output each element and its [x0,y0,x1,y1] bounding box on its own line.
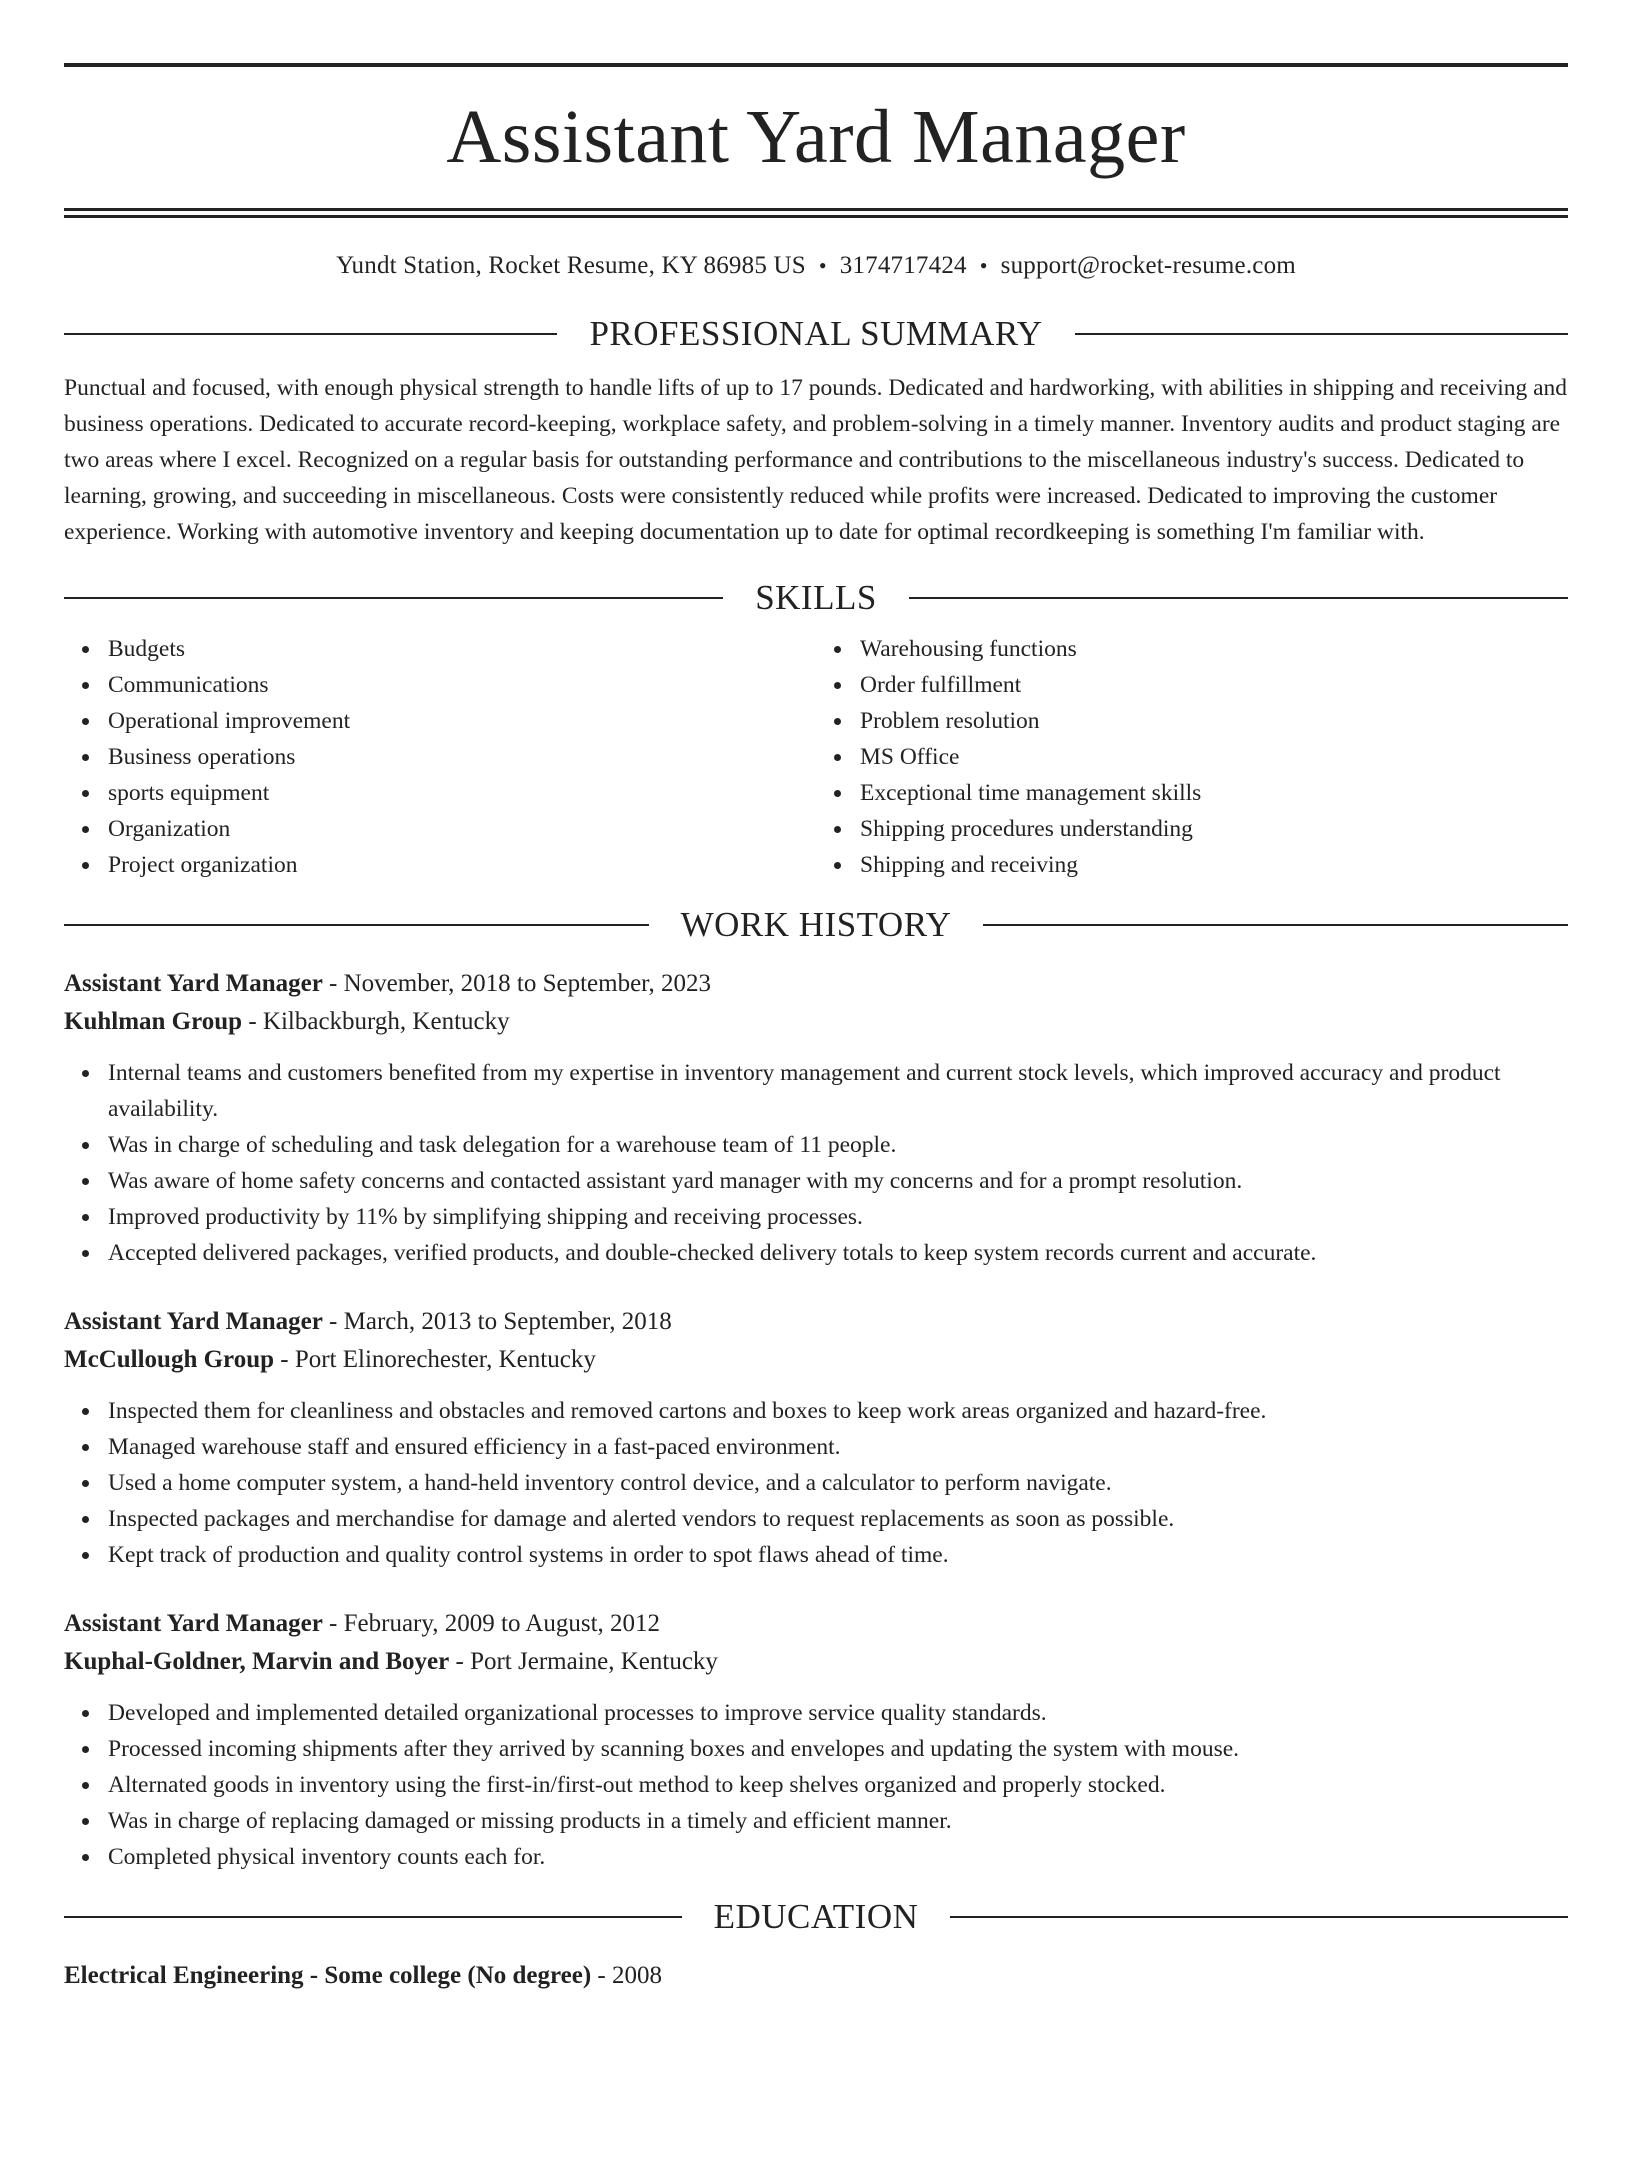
section-title-skills: SKILLS [755,578,877,617]
job-bullet: Processed incoming shipments after they arrived by scanning boxes and envelopes and updating the system with mouse. [108,1731,1568,1767]
job-bullet: Completed physical inventory counts each for. [108,1839,1568,1875]
job-title: Assistant Yard Manager [64,1610,323,1637]
job-bullet: Used a home computer system, a hand-held inventory control device, and a calculator to perform navigate. [108,1465,1568,1501]
job-bullet: Improved productivity by 11% by simplifying shipping and receiving processes. [108,1199,1568,1235]
job-company-line [64,1341,1568,1379]
skills-list-left [64,631,816,883]
section-title-summary: PROFESSIONAL SUMMARY [589,314,1043,353]
job-bullet: Internal teams and customers benefited from my expertise in inventory management and current stock levels, which improved accuracy and product availability. [108,1055,1568,1127]
job-bullet: Accepted delivered packages, verified products, and double-checked delivery totals to keep system records current and accurate. [108,1235,1568,1271]
job-company: Kuhlman Group [64,1008,243,1035]
contact-line [64,251,1568,281]
section-heading-summary [64,314,1568,354]
job-bullet: Inspected them for cleanliness and obstacles and removed cartons and boxes to keep work areas organized and hazard-free. [108,1393,1568,1429]
heading-rule [64,333,557,335]
heading-rule [1075,333,1568,335]
job-bullet: Kept track of production and quality control systems in order to spot flaws ahead of time. [108,1537,1568,1573]
heading-rule [950,1916,1568,1918]
job-bullet: Was in charge of replacing damaged or missing products in a timely and efficient manner. [108,1803,1568,1839]
skill-item: Communications [108,667,816,703]
contact-address: Yundt Station, Rocket Resume, KY 86985 US [336,252,806,279]
skill-item: Exceptional time management skills [860,775,1568,811]
contact-email: support@rocket-resume.com [1000,252,1296,279]
job-bullets [64,1055,1568,1271]
candidate-name: Assistant Yard Manager [446,95,1186,179]
skill-item: Business operations [108,739,816,775]
job-company: Kuphal-Goldner, Marvin and Boyer [64,1648,450,1675]
skill-item: Shipping procedures understanding [860,811,1568,847]
job-location: - Port Elinorechester, Kentucky [274,1346,596,1373]
job-company-line [64,1643,1568,1681]
heading-rule [64,1916,682,1918]
job-dates: - March, 2013 to September, 2018 [322,1308,672,1335]
job-title-line [64,1303,1568,1341]
skill-item: MS Office [860,739,1568,775]
skill-item: Order fulfillment [860,667,1568,703]
job-dates: - February, 2009 to August, 2012 [322,1610,661,1637]
job-bullets [64,1393,1568,1573]
job-bullets [64,1695,1568,1875]
skill-item: sports equipment [108,775,816,811]
skill-item: Project organization [108,847,816,883]
job-bullet: Inspected packages and merchandise for damage and alerted vendors to request replacements as soon as possible. [108,1501,1568,1537]
job-title-line [64,965,1568,1003]
skill-item: Shipping and receiving [860,847,1568,883]
job-entry [64,965,1568,1271]
heading-rule [64,924,649,926]
section-title-work: WORK HISTORY [680,905,952,944]
job-bullet: Was in charge of scheduling and task delegation for a warehouse team of 11 people. [108,1127,1568,1163]
education-degree: Electrical Engineering - Some college (No degree) [64,1962,592,1989]
job-bullet: Developed and implemented detailed organizational processes to improve service quality standards. [108,1695,1568,1731]
education-year: - 2008 [591,1962,662,1989]
skill-item: Budgets [108,631,816,667]
resume-page [0,63,1632,2175]
contact-separator: • [979,253,988,278]
job-entry [64,1605,1568,1875]
job-company: McCullough Group [64,1346,274,1373]
job-bullet: Managed warehouse staff and ensured efficiency in a fast-paced environment. [108,1429,1568,1465]
heading-rule [64,597,723,599]
job-entry [64,1303,1568,1573]
top-divider [64,63,1568,67]
job-dates: - November, 2018 to September, 2023 [322,970,711,997]
contact-phone: 3174717424 [839,252,967,279]
skill-item: Operational improvement [108,703,816,739]
job-title: Assistant Yard Manager [64,970,323,997]
job-title: Assistant Yard Manager [64,1308,323,1335]
education-entry [64,1957,1568,1995]
skill-item: Warehousing functions [860,631,1568,667]
heading-rule [983,924,1568,926]
skills-columns [64,631,1568,883]
skill-item: Organization [108,811,816,847]
section-heading-work [64,905,1568,945]
section-heading-skills [64,578,1568,618]
job-bullet: Was aware of home safety concerns and contacted assistant yard manager with my concerns and for a prompt resolution. [108,1163,1568,1199]
job-location: - Port Jermaine, Kentucky [449,1648,718,1675]
job-bullet: Alternated goods in inventory using the first-in/first-out method to keep shelves organized and properly stocked. [108,1767,1568,1803]
heading-rule [909,597,1568,599]
job-location: - Kilbackburgh, Kentucky [242,1008,510,1035]
skill-item: Problem resolution [860,703,1568,739]
name-double-divider [64,208,1568,218]
job-company-line [64,1003,1568,1041]
summary-paragraph: Punctual and focused, with enough physical strength to handle lifts of up to 17 pounds. Dedicated and hardworking, with abilities in shipping and receiving and business operations. Dedicated to accurate record-keeping, workplace safety, and problem-solving in a timely manner. Inventory audits and product staging are two areas where I excel. Recognized on a regular basis for outstanding performance and contributions to the miscellaneous industry's success. Dedicated to learning, growing, and succeeding in miscellaneous. Costs were consistently reduced while profits were increased. Dedicated to improving the customer experience. Working with automotive inventory and keeping documentation up to date for optimal recordkeeping is something I'm familiar with. [64,375,1568,545]
skills-list-right [816,631,1568,883]
contact-separator: • [818,253,827,278]
section-title-education: EDUCATION [713,1897,919,1936]
job-title-line [64,1605,1568,1643]
section-heading-education [64,1897,1568,1937]
